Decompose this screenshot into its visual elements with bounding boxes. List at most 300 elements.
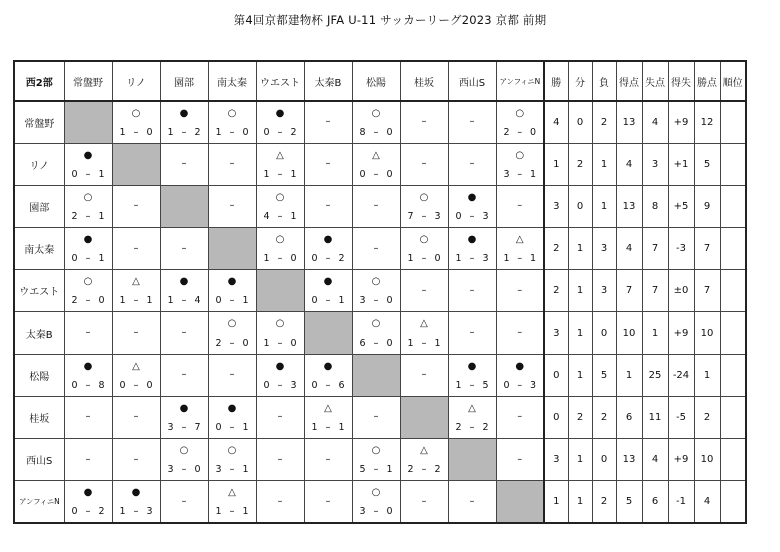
match-cell	[496, 312, 544, 354]
no-result-mark: –	[133, 453, 139, 465]
match-score	[257, 338, 304, 349]
score-for: 0	[503, 379, 510, 391]
match-cell	[208, 439, 256, 481]
match-score	[353, 127, 400, 138]
match-cell	[256, 143, 304, 185]
self-match-cell	[208, 228, 256, 270]
row-header-team: 桂坂	[14, 396, 64, 438]
stat-cell-points: 12	[694, 101, 720, 143]
match-cell	[448, 354, 496, 396]
score-against: 0	[242, 126, 249, 138]
self-match-cell	[256, 270, 304, 312]
score-for: 2	[503, 126, 510, 138]
score-separator: –	[517, 168, 523, 180]
score-against: 5	[482, 379, 489, 391]
match-cell	[352, 396, 400, 438]
match-score	[65, 169, 112, 180]
stat-cell-goals-against: 3	[642, 143, 668, 185]
result-symbol: ●	[227, 402, 237, 414]
match-score	[353, 506, 400, 517]
self-match-cell	[400, 396, 448, 438]
score-separator: –	[277, 168, 283, 180]
score-against: 7	[194, 422, 201, 433]
stat-cell-draws: 1	[568, 354, 592, 396]
result-symbol: ○	[227, 108, 237, 119]
stat-cell-goal-diff: +5	[668, 185, 694, 227]
stat-cell-goals-against: 8	[642, 185, 668, 227]
score-against: 1	[529, 253, 536, 265]
match-cell	[256, 185, 304, 227]
result-symbol: ○	[275, 191, 285, 203]
match-score	[353, 295, 400, 306]
match-cell	[448, 312, 496, 354]
match-cell	[352, 228, 400, 270]
result-symbol: ●	[179, 108, 189, 119]
no-result-mark: –	[421, 284, 427, 296]
match-cell	[400, 354, 448, 396]
result-symbol: ○	[131, 108, 141, 119]
no-result-mark: –	[325, 158, 331, 170]
stat-cell-wins: 4	[544, 101, 568, 143]
stat-cell-points: 10	[694, 312, 720, 354]
stat-cell-wins: 1	[544, 481, 568, 523]
result-symbol: ●	[227, 276, 237, 288]
score-for: 1	[167, 126, 174, 138]
result-symbol: △	[468, 402, 476, 414]
stat-cell-goals-against: 4	[642, 439, 668, 481]
stat-cell-points: 9	[694, 185, 720, 227]
score-separator: –	[133, 379, 139, 391]
match-score	[497, 169, 544, 180]
stat-cell-draws: 2	[568, 143, 592, 185]
match-cell	[400, 228, 448, 270]
match-score	[161, 464, 208, 475]
score-for: 3	[215, 464, 222, 476]
match-cell	[496, 143, 544, 185]
score-for: 1	[263, 168, 270, 180]
match-score	[257, 169, 304, 180]
score-against: 0	[242, 337, 249, 349]
score-against: 0	[386, 337, 393, 349]
result-symbol: ●	[83, 487, 93, 499]
stat-cell-goals-against: 11	[642, 396, 668, 438]
score-separator: –	[133, 505, 139, 517]
match-cell	[208, 354, 256, 396]
page-title: 第4回京都建物杯 JFA U-11 サッカーリーグ2023 京都 前期	[233, 13, 547, 27]
match-cell	[304, 439, 352, 481]
match-cell	[64, 439, 112, 481]
match-score	[65, 295, 112, 306]
result-symbol: ●	[323, 276, 333, 288]
score-for: 0	[215, 295, 222, 307]
match-cell	[160, 101, 208, 143]
result-symbol: ●	[515, 360, 525, 372]
stat-cell-goals-for: 1	[616, 354, 642, 396]
no-result-mark: –	[181, 158, 187, 170]
score-against: 3	[482, 253, 489, 265]
match-cell	[64, 143, 112, 185]
result-symbol: ●	[275, 108, 285, 119]
no-result-mark: –	[421, 495, 427, 507]
stat-cell-losses: 2	[592, 396, 616, 438]
match-cell	[64, 354, 112, 396]
stat-cell-rank	[720, 143, 746, 185]
match-cell	[256, 354, 304, 396]
match-cell	[496, 101, 544, 143]
score-for: 3	[359, 505, 366, 517]
row-header-team: 松陽	[14, 354, 64, 396]
match-cell	[448, 101, 496, 143]
score-against: 1	[338, 422, 345, 433]
match-score	[161, 295, 208, 306]
match-score	[161, 127, 208, 138]
match-score	[305, 380, 352, 391]
score-against: 1	[338, 295, 345, 307]
score-separator: –	[133, 126, 139, 138]
no-result-mark: –	[517, 411, 523, 423]
stat-cell-goals-against: 1	[642, 312, 668, 354]
score-separator: –	[421, 337, 427, 349]
match-cell	[352, 143, 400, 185]
result-symbol: △	[228, 487, 236, 499]
result-symbol: ○	[371, 276, 381, 288]
match-cell	[112, 101, 160, 143]
score-for: 1	[503, 253, 510, 265]
match-cell	[256, 312, 304, 354]
stat-cell-goals-for: 4	[616, 228, 642, 270]
stat-cell-losses: 1	[592, 143, 616, 185]
score-for: 1	[407, 253, 414, 265]
result-symbol: ○	[419, 234, 429, 246]
score-against: 1	[242, 422, 249, 433]
column-header-team: ウエスト	[256, 61, 304, 101]
match-cell	[160, 228, 208, 270]
column-header-team: アンフィニN	[496, 61, 544, 101]
column-header-team: 園部	[160, 61, 208, 101]
stat-cell-goals-for: 13	[616, 101, 642, 143]
match-cell	[496, 185, 544, 227]
score-for: 5	[359, 464, 366, 476]
match-cell	[208, 396, 256, 438]
stat-cell-goal-diff: +1	[668, 143, 694, 185]
score-against: 0	[386, 168, 393, 180]
column-header-stat: 勝点	[694, 61, 720, 101]
match-score	[401, 253, 448, 264]
score-for: 0	[263, 379, 270, 391]
no-result-mark: –	[133, 242, 139, 254]
match-cell	[448, 481, 496, 523]
match-score	[65, 211, 112, 222]
row-header-team: 常盤野	[14, 101, 64, 143]
score-against: 1	[290, 168, 297, 180]
table-row	[14, 143, 746, 185]
column-header-stat: 失点	[642, 61, 668, 101]
stat-cell-rank	[720, 354, 746, 396]
stat-cell-goals-for: 13	[616, 439, 642, 481]
no-result-mark: –	[517, 284, 523, 296]
score-against: 1	[290, 211, 297, 223]
no-result-mark: –	[325, 495, 331, 507]
stat-cell-rank	[720, 396, 746, 438]
match-cell	[448, 185, 496, 227]
match-cell	[400, 185, 448, 227]
score-separator: –	[229, 295, 235, 307]
score-for: 0	[311, 379, 318, 391]
score-separator: –	[373, 505, 379, 517]
column-header-team: 南太秦	[208, 61, 256, 101]
score-against: 3	[146, 505, 153, 517]
match-cell	[400, 143, 448, 185]
no-result-mark: –	[421, 116, 427, 128]
no-result-mark: –	[517, 327, 523, 339]
match-score	[257, 211, 304, 222]
result-symbol: ●	[131, 487, 141, 499]
table-row	[14, 270, 746, 312]
score-separator: –	[517, 126, 523, 138]
score-for: 0	[311, 253, 318, 265]
stat-cell-rank	[720, 270, 746, 312]
score-for: 1	[455, 379, 462, 391]
score-for: 0	[215, 422, 222, 433]
column-header-stat: 得点	[616, 61, 642, 101]
match-cell	[256, 101, 304, 143]
column-header-team: リノ	[112, 61, 160, 101]
table-row	[14, 312, 746, 354]
match-cell	[64, 312, 112, 354]
score-separator: –	[469, 211, 475, 223]
score-separator: –	[85, 168, 91, 180]
match-score	[65, 506, 112, 517]
match-score	[353, 464, 400, 475]
match-cell	[160, 312, 208, 354]
table-row	[14, 439, 746, 481]
score-for: 1	[455, 253, 462, 265]
score-separator: –	[181, 464, 187, 476]
no-result-mark: –	[229, 158, 235, 170]
no-result-mark: –	[277, 453, 283, 465]
column-header-team: 太秦B	[304, 61, 352, 101]
self-match-cell	[160, 185, 208, 227]
result-symbol: ○	[371, 108, 381, 119]
score-for: 0	[311, 295, 318, 307]
stat-cell-draws: 1	[568, 270, 592, 312]
match-cell	[448, 396, 496, 438]
no-result-mark: –	[373, 242, 379, 254]
match-cell	[112, 312, 160, 354]
score-for: 2	[215, 337, 222, 349]
stat-cell-goals-for: 5	[616, 481, 642, 523]
match-cell	[256, 481, 304, 523]
no-result-mark: –	[325, 453, 331, 465]
result-symbol: ●	[467, 191, 477, 203]
match-cell	[400, 312, 448, 354]
score-separator: –	[373, 464, 379, 476]
stat-cell-goals-for: 13	[616, 185, 642, 227]
result-symbol: ●	[179, 276, 189, 288]
match-score	[449, 380, 496, 391]
no-result-mark: –	[421, 158, 427, 170]
stat-cell-losses: 5	[592, 354, 616, 396]
match-score	[113, 295, 160, 306]
match-score	[401, 338, 448, 349]
match-score	[209, 506, 256, 517]
match-cell	[352, 481, 400, 523]
result-symbol: ○	[83, 191, 93, 203]
stat-cell-wins: 2	[544, 228, 568, 270]
score-separator: –	[325, 253, 331, 265]
score-for: 3	[167, 464, 174, 476]
score-separator: –	[277, 253, 283, 265]
match-cell	[352, 270, 400, 312]
row-header-team: リノ	[14, 143, 64, 185]
score-for: 1	[215, 126, 222, 138]
stat-cell-points: 1	[694, 354, 720, 396]
match-cell	[304, 143, 352, 185]
match-score	[353, 169, 400, 180]
score-separator: –	[469, 253, 475, 265]
match-cell	[64, 185, 112, 227]
match-cell	[112, 439, 160, 481]
score-against: 0	[194, 464, 201, 476]
score-against: 2	[434, 464, 441, 476]
league-table	[13, 60, 747, 524]
score-against: 2	[194, 126, 201, 138]
stat-cell-points: 2	[694, 396, 720, 438]
match-cell	[496, 439, 544, 481]
stat-cell-rank	[720, 101, 746, 143]
score-separator: –	[373, 168, 379, 180]
score-for: 2	[407, 464, 414, 476]
row-header-team: ウエスト	[14, 270, 64, 312]
score-for: 0	[71, 253, 78, 265]
stat-cell-goals-for: 6	[616, 396, 642, 438]
score-separator: –	[325, 422, 331, 433]
stat-cell-wins: 0	[544, 354, 568, 396]
score-for: 0	[71, 379, 78, 391]
stat-cell-draws: 1	[568, 481, 592, 523]
stat-cell-losses: 0	[592, 312, 616, 354]
stat-cell-losses: 0	[592, 439, 616, 481]
no-result-mark: –	[373, 411, 379, 423]
score-against: 3	[290, 379, 297, 391]
column-header-team: 西山S	[448, 61, 496, 101]
column-header-team: 桂坂	[400, 61, 448, 101]
match-cell	[256, 228, 304, 270]
stat-cell-goals-against: 7	[642, 270, 668, 312]
match-cell	[496, 354, 544, 396]
stat-cell-losses: 3	[592, 270, 616, 312]
no-result-mark: –	[421, 369, 427, 381]
stat-cell-points: 7	[694, 228, 720, 270]
score-against: 4	[194, 295, 201, 307]
score-against: 2	[290, 126, 297, 138]
result-symbol: △	[515, 234, 524, 246]
score-against: 3	[529, 379, 536, 391]
stat-cell-goals-against: 25	[642, 354, 668, 396]
stat-cell-losses: 3	[592, 228, 616, 270]
column-header-team: 松陽	[352, 61, 400, 101]
result-symbol: ○	[275, 318, 285, 330]
score-against: 0	[146, 126, 153, 138]
match-cell	[64, 228, 112, 270]
score-separator: –	[277, 379, 283, 391]
score-against: 3	[434, 211, 441, 223]
score-against: 0	[290, 337, 297, 349]
match-score	[257, 127, 304, 138]
match-cell	[256, 396, 304, 438]
result-symbol: ○	[371, 445, 381, 456]
stat-cell-draws: 2	[568, 396, 592, 438]
match-cell	[160, 354, 208, 396]
score-for: 2	[455, 422, 462, 433]
column-header-stat: 順位	[720, 61, 746, 101]
stat-cell-goal-diff: -5	[668, 396, 694, 438]
no-result-mark: –	[373, 200, 379, 212]
stat-cell-goal-diff: +9	[668, 312, 694, 354]
match-cell	[112, 396, 160, 438]
no-result-mark: –	[469, 495, 475, 507]
result-symbol: ●	[323, 360, 333, 372]
match-score	[209, 295, 256, 306]
score-separator: –	[85, 379, 91, 391]
stat-cell-wins: 1	[544, 143, 568, 185]
match-score	[305, 295, 352, 306]
score-against: 0	[386, 126, 393, 138]
no-result-mark: –	[469, 284, 475, 296]
no-result-mark: –	[133, 411, 139, 423]
stat-cell-points: 4	[694, 481, 720, 523]
score-for: 7	[407, 211, 414, 223]
match-cell	[112, 270, 160, 312]
match-cell	[496, 270, 544, 312]
match-cell	[208, 143, 256, 185]
score-against: 2	[98, 505, 105, 517]
score-for: 1	[215, 505, 222, 517]
match-cell	[64, 396, 112, 438]
table-row	[14, 101, 746, 143]
stat-cell-goal-diff: ±0	[668, 270, 694, 312]
match-score	[161, 422, 208, 433]
score-separator: –	[181, 126, 187, 138]
result-symbol: ○	[227, 445, 237, 456]
score-against: 1	[98, 168, 105, 180]
result-symbol: ●	[467, 360, 477, 372]
score-for: 1	[311, 422, 318, 433]
score-against: 0	[290, 253, 297, 265]
row-header-team: 南太秦	[14, 228, 64, 270]
score-for: 0	[119, 379, 126, 391]
stat-cell-goal-diff: +9	[668, 439, 694, 481]
score-separator: –	[373, 295, 379, 307]
match-score	[113, 506, 160, 517]
match-cell	[208, 312, 256, 354]
score-against: 1	[146, 295, 153, 307]
no-result-mark: –	[277, 495, 283, 507]
stat-cell-goals-for: 10	[616, 312, 642, 354]
match-score	[353, 338, 400, 349]
result-symbol: ○	[227, 318, 237, 330]
score-separator: –	[325, 379, 331, 391]
match-cell	[400, 481, 448, 523]
score-against: 0	[386, 295, 393, 307]
score-against: 8	[98, 379, 105, 391]
score-separator: –	[133, 295, 139, 307]
score-separator: –	[373, 126, 379, 138]
match-cell	[448, 228, 496, 270]
stat-cell-goals-against: 6	[642, 481, 668, 523]
stat-cell-goal-diff: -24	[668, 354, 694, 396]
score-against: 1	[98, 253, 105, 265]
